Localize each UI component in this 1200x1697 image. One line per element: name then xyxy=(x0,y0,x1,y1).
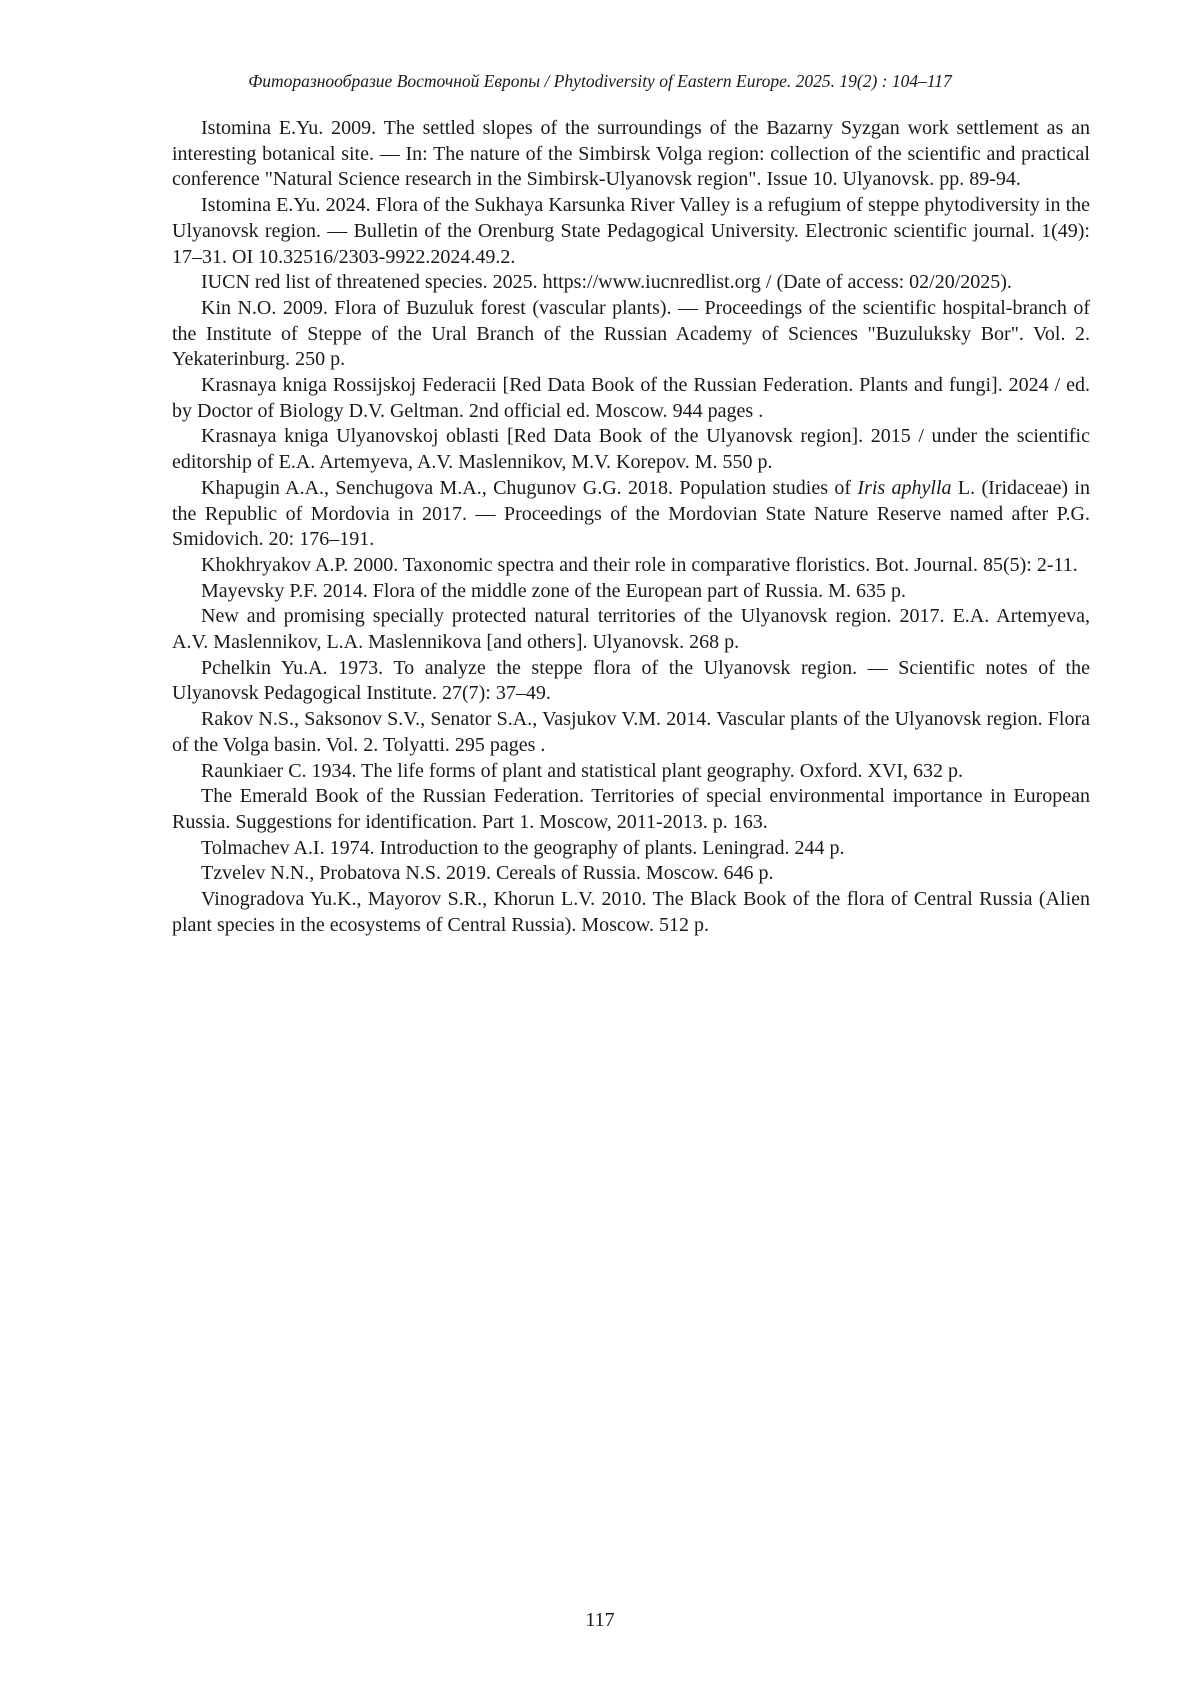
reference-raunkiaer-1934: Raunkiaer C. 1934. The life forms of plant and statistical plant geography. Oxford. XVI, 632 p. xyxy=(201,759,964,782)
reference-vinogradova-2010: Vinogradova Yu.K., Mayorov S.R., Khorun L.V. 2010. The Black Book of the flora of Central Russia (Alien plant species in the ecosystems of Central Russia). Moscow. 512 p. xyxy=(172,888,1090,936)
reference-tolmachev-1974: Tolmachev A.I. 1974. Introduction to the geography of plants. Leningrad. 244 p. xyxy=(201,836,845,859)
reference-pchelkin-1973: Pchelkin Yu.A. 1973. To analyze the steppe flora of the Ulyanovsk region. — Scientific notes of the Ulyanovsk Pedagogical Institute. 27(7): 37–49. xyxy=(172,656,1090,705)
reference-protected-territories-2017: New and promising specially protected natural territories of the Ulyanovsk region. 2017. E.A. Artemyeva, A.V. Maslennikov, L.A. Maslennikova [and others]. Ulyanovsk. 268 p. xyxy=(172,605,1090,654)
reference-red-book-rf-2024: Krasnaya kniga Rossijskoj Federacii [Red Data Book of the Russian Federation. Plants and fungi]. 2024 / ed. by Doctor of Biology D.V. Geltman. 2nd official ed. Moscow. 944 pages . xyxy=(172,374,1090,422)
reference-text: L. (Iridaceae) in the Republic of Mordovia in 2017. — Proceedings of the Mordovian State Nature Reserve named after P.G. Smidovich. 20: 176–191. xyxy=(172,476,1090,551)
species-name: Iris aphylla xyxy=(857,476,952,499)
reference-emerald-book: The Emerald Book of the Russian Federation. Territories of special environmental importance in European Russia. Suggestions for identification. Part 1. Moscow, 2011-2013. p. 163. xyxy=(172,785,1090,833)
reference-iucn-2025: IUCN red list of threatened species. 2025. https://www.iucnredlist.org / (Date of access: 02/20/2025). xyxy=(201,271,1012,294)
reference-khapugin-2018 xyxy=(172,476,1090,553)
reference-tzvelev-2019: Tzvelev N.N., Probatova N.S. 2019. Cereals of Russia. Moscow. 646 p. xyxy=(201,862,774,885)
reference-khokhryakov-2000: Khokhryakov A.P. 2000. Taxonomic spectra and their role in comparative floristics. Bot. Journal. 85(5): 2-11. xyxy=(201,553,1078,576)
reference-red-book-ulyanovsk-2015: Krasnaya kniga Ulyanovskoj oblasti [Red Data Book of the Ulyanovsk region]. 2015 / under the scientific editorship of E.A. Artemyeva, A.V. Maslennikov, M.V. Korepov. M. 550 p. xyxy=(172,425,1090,474)
page-number: 117 xyxy=(585,1609,615,1631)
reference-kin-2009: Kin N.O. 2009. Flora of Buzuluk forest (vascular plants). — Proceedings of the scientific hospital-branch of the Institute of Steppe of the Ural Branch of the Russian Academy of Sciences "Buzuluksky Bor". Vol. 2. Yekaterinburg. 250 p. xyxy=(172,296,1090,371)
reference-mayevsky-2014: Mayevsky P.F. 2014. Flora of the middle zone of the European part of Russia. M. 635 p. xyxy=(201,579,906,602)
reference-rakov-2014: Rakov N.S., Saksonov S.V., Senator S.A., Vasjukov V.M. 2014. Vascular plants of the Ulyanovsk region. Flora of the Volga basin. Vol. 2. Tolyatti. 295 pages . xyxy=(172,708,1090,756)
reference-text: Khapugin A.A., Senchugova M.A., Chugunov G.G. 2018. Population studies of xyxy=(201,476,858,499)
reference-list xyxy=(172,116,1090,939)
reference-istomina-2024: Istomina E.Yu. 2024. Flora of the Sukhaya Karsunka River Valley is a refugium of steppe phytodiversity in the Ulyanovsk region. — Bulletin of the Orenburg State Pedagogical University. Electronic scientific journal. 1(49): 17–31. OI 10.32516/2303-9922.2024.49.2. xyxy=(172,194,1090,268)
running-header: Фиторазнообразие Восточной Европы / Phytodiversity of Eastern Europe. 2025. 19(2) : 104–117 xyxy=(248,71,952,91)
reference-istomina-2009: Istomina E.Yu. 2009. The settled slopes of the surroundings of the Bazarny Syzgan work settlement as an interesting botanical site. — In: The nature of the Simbirsk Volga region: collection of the scientific and practical conference "Natural Science research in the Simbirsk-Ulyanovsk region". Issue 10. Ulyanovsk. pp. 89-94. xyxy=(172,117,1090,191)
